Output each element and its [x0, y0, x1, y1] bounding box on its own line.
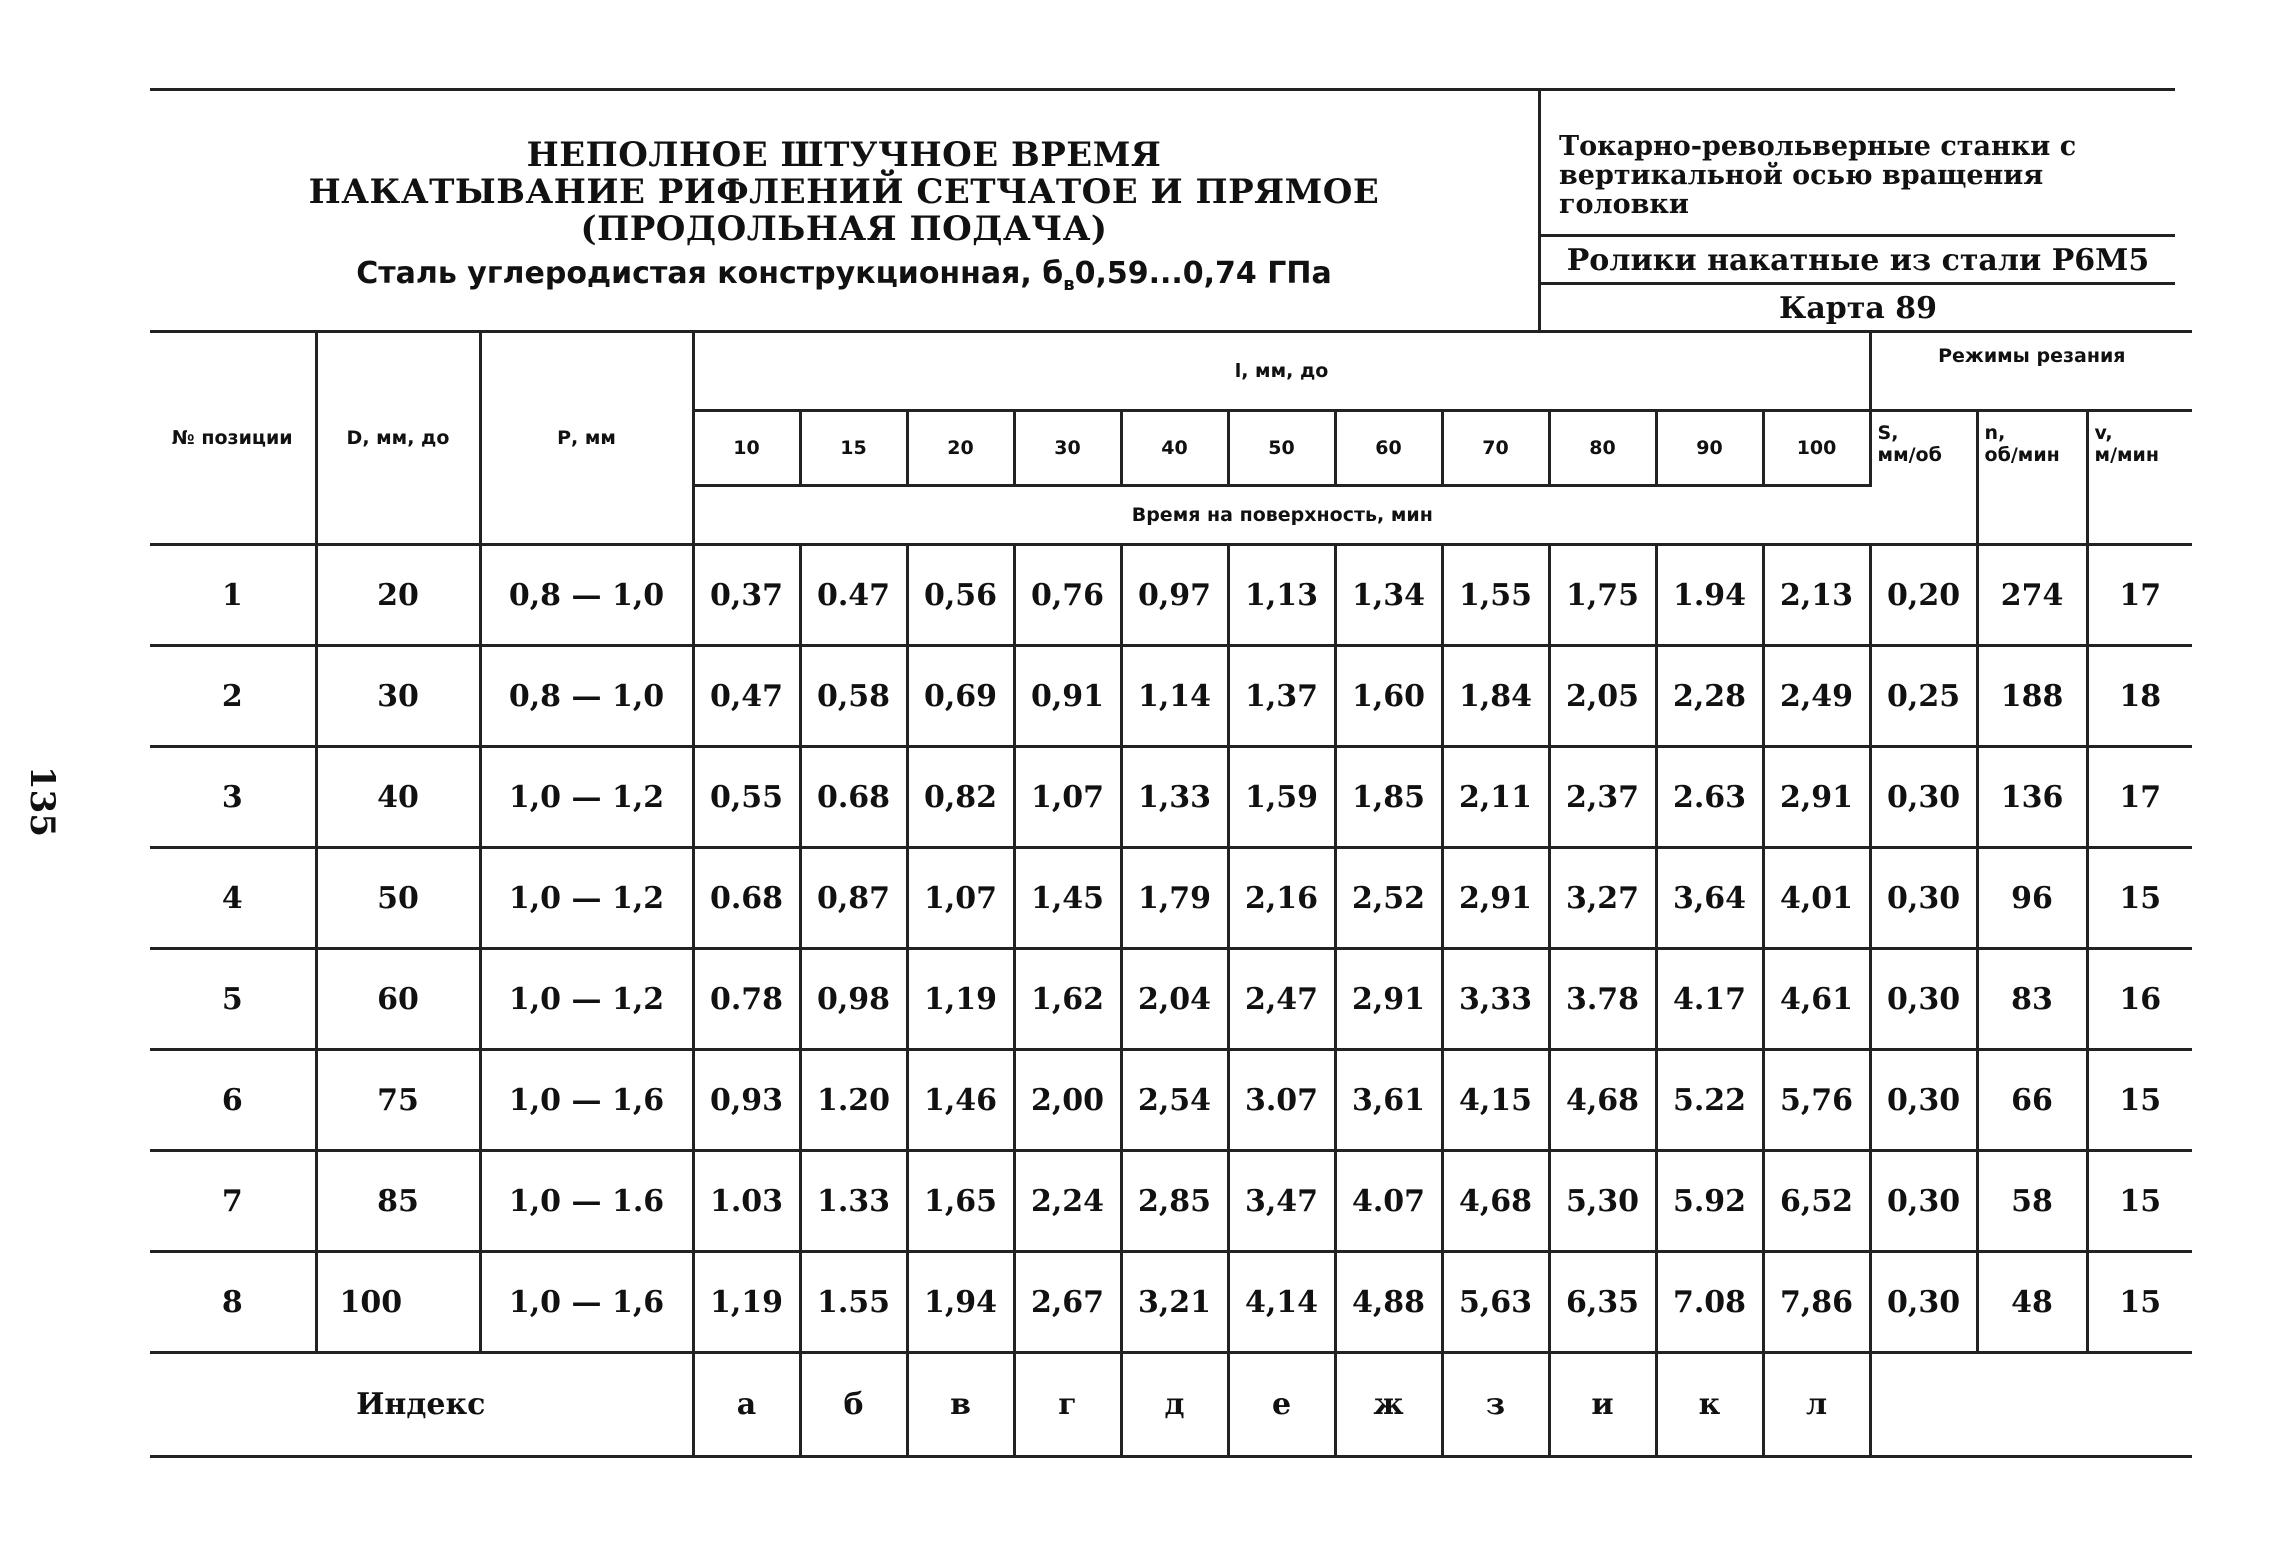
cell-time: 2,16 [1228, 848, 1335, 949]
table-row [150, 646, 2192, 747]
cell-feed: 0,30 [1870, 747, 1977, 848]
cell-time: 3.07 [1228, 1050, 1335, 1151]
table-row [150, 747, 2192, 848]
material-suffix: 0,59...0,74 ГПа [1074, 256, 1332, 291]
cell-time: 1.55 [800, 1252, 907, 1353]
cell-time: 4,68 [1549, 1050, 1656, 1151]
cell-time: 4.07 [1335, 1151, 1442, 1252]
index-label: Индекс [150, 1353, 693, 1457]
header-diameter: D, мм, до [316, 332, 480, 545]
table-row [150, 1252, 2192, 1353]
cell-time: 2,91 [1335, 949, 1442, 1050]
cell-time: 1,60 [1335, 646, 1442, 747]
cell-time: 4.17 [1656, 949, 1763, 1050]
cell-time: 0,98 [800, 949, 907, 1050]
cell-time: 1,85 [1335, 747, 1442, 848]
index-letter: г [1014, 1353, 1121, 1457]
cell-time: 1,45 [1014, 848, 1121, 949]
title-line: (ПРОДОЛЬНАЯ ПОДАЧА) [580, 209, 1108, 249]
table-row [150, 848, 2192, 949]
cell-feed: 0,20 [1870, 545, 1977, 646]
length-value: 50 [1228, 411, 1335, 486]
cell-time: 1,59 [1228, 747, 1335, 848]
index-letter: з [1442, 1353, 1549, 1457]
machine-line: Токарно-револьверные станки с [1559, 131, 2077, 162]
cell-time: 2,00 [1014, 1050, 1121, 1151]
machine-type [1541, 91, 2175, 237]
index-blank [1870, 1353, 2192, 1457]
cell-position: 6 [150, 1050, 316, 1151]
tool-type: Ролики накатные из стали Р6М5 [1541, 237, 2175, 285]
cell-time: 0.47 [800, 545, 907, 646]
index-letter: б [800, 1353, 907, 1457]
cell-time: 0.68 [800, 747, 907, 848]
cell-time: 1,19 [693, 1252, 800, 1353]
length-value: 100 [1763, 411, 1870, 486]
document-header [150, 88, 2175, 333]
cell-time: 1,19 [907, 949, 1014, 1050]
cell-diameter: 85 [316, 1151, 480, 1252]
info-block [1541, 91, 2175, 333]
length-value: 90 [1656, 411, 1763, 486]
cell-time: 0.68 [693, 848, 800, 949]
cell-speed: 15 [2087, 1252, 2192, 1353]
cell-time: 2,52 [1335, 848, 1442, 949]
speed-symbol: v, [2094, 422, 2113, 444]
cell-time: 4,61 [1763, 949, 1870, 1050]
cell-time: 2,05 [1549, 646, 1656, 747]
cell-feed: 0,30 [1870, 1252, 1977, 1353]
cell-pitch: 0,8 — 1,0 [480, 545, 693, 646]
cell-time: 1,37 [1228, 646, 1335, 747]
document-title [150, 137, 1538, 248]
cell-rpm: 274 [1977, 545, 2087, 646]
cell-diameter: 40 [316, 747, 480, 848]
rpm-unit: об/мин [1984, 444, 2060, 466]
index-letter: д [1121, 1353, 1228, 1457]
cell-diameter: 60 [316, 949, 480, 1050]
length-value: 60 [1335, 411, 1442, 486]
cell-position: 2 [150, 646, 316, 747]
cell-time: 3,33 [1442, 949, 1549, 1050]
cell-position: 4 [150, 848, 316, 949]
cell-position: 8 [150, 1252, 316, 1353]
cell-time: 1,07 [1014, 747, 1121, 848]
cell-time: 0,55 [693, 747, 800, 848]
cell-pitch: 1,0 — 1.6 [480, 1151, 693, 1252]
cell-time: 5,76 [1763, 1050, 1870, 1151]
cell-rpm: 96 [1977, 848, 2087, 949]
feed-symbol: S, [1877, 422, 1899, 444]
cell-time: 0,93 [693, 1050, 800, 1151]
cell-time: 2.63 [1656, 747, 1763, 848]
cell-time: 4,15 [1442, 1050, 1549, 1151]
index-letter: и [1549, 1353, 1656, 1457]
cell-diameter: 50 [316, 848, 480, 949]
index-letter: к [1656, 1353, 1763, 1457]
index-letter: е [1228, 1353, 1335, 1457]
cell-rpm: 58 [1977, 1151, 2087, 1252]
cell-time: 2,28 [1656, 646, 1763, 747]
machine-line: вертикальной осью вращения головки [1559, 160, 2044, 220]
cell-feed: 0,30 [1870, 1050, 1977, 1151]
cell-time: 1,14 [1121, 646, 1228, 747]
cell-time: 2,49 [1763, 646, 1870, 747]
header-cutting-speed [2087, 411, 2192, 545]
cell-rpm: 188 [1977, 646, 2087, 747]
cell-position: 1 [150, 545, 316, 646]
header-position: № позиции [150, 332, 316, 545]
table-row [150, 949, 2192, 1050]
cell-rpm: 136 [1977, 747, 2087, 848]
header-time-on-surface: Время на поверхность, мин [1131, 504, 1433, 526]
cell-time: 0,76 [1014, 545, 1121, 646]
cell-pitch: 1,0 — 1,2 [480, 747, 693, 848]
cell-rpm: 66 [1977, 1050, 2087, 1151]
cell-time: 5,63 [1442, 1252, 1549, 1353]
cell-time: 3,64 [1656, 848, 1763, 949]
length-value: 10 [693, 411, 800, 486]
cell-time: 0,58 [800, 646, 907, 747]
cell-rpm: 83 [1977, 949, 2087, 1050]
cell-time: 5.92 [1656, 1151, 1763, 1252]
cell-time: 2,47 [1228, 949, 1335, 1050]
time-table [150, 330, 2192, 1458]
length-value: 15 [800, 411, 907, 486]
cell-time: 2,04 [1121, 949, 1228, 1050]
cell-feed: 0,25 [1870, 646, 1977, 747]
cell-time: 1,94 [907, 1252, 1014, 1353]
cell-time: 2,11 [1442, 747, 1549, 848]
cell-time: 7,86 [1763, 1252, 1870, 1353]
cell-position: 7 [150, 1151, 316, 1252]
cell-time: 5.22 [1656, 1050, 1763, 1151]
index-letter: ж [1335, 1353, 1442, 1457]
cell-time: 2,13 [1763, 545, 1870, 646]
cell-time: 1.94 [1656, 545, 1763, 646]
cell-time: 0,37 [693, 545, 800, 646]
header-speed-rpm [1977, 411, 2087, 545]
cell-time: 0,82 [907, 747, 1014, 848]
index-letter: л [1763, 1353, 1870, 1457]
cell-time: 1,65 [907, 1151, 1014, 1252]
cell-diameter: 75 [316, 1050, 480, 1151]
cell-time: 2,54 [1121, 1050, 1228, 1151]
cell-pitch: 1,0 — 1,6 [480, 1050, 693, 1151]
length-value: 40 [1121, 411, 1228, 486]
cell-rpm: 48 [1977, 1252, 2087, 1353]
cell-time: 3.78 [1549, 949, 1656, 1050]
header-pitch: Р, мм [480, 332, 693, 545]
header-feed [1870, 411, 1977, 545]
cell-time: 0,97 [1121, 545, 1228, 646]
title-line: НАКАТЫВАНИЕ РИФЛЕНИЙ СЕТЧАТОЕ И ПРЯМОЕ [308, 172, 1380, 212]
cell-time: 1,46 [907, 1050, 1014, 1151]
title-block [150, 91, 1541, 333]
cell-pitch: 0,8 — 1,0 [480, 646, 693, 747]
page-number: 135 [22, 766, 62, 837]
cell-time: 5,30 [1549, 1151, 1656, 1252]
cell-time: 1,79 [1121, 848, 1228, 949]
cell-speed: 18 [2087, 646, 2192, 747]
index-letter: а [693, 1353, 800, 1457]
cell-diameter: 30 [316, 646, 480, 747]
cell-feed: 0,30 [1870, 848, 1977, 949]
cell-time: 1,75 [1549, 545, 1656, 646]
rpm-symbol: n, [1984, 422, 2006, 444]
cell-time: 3,21 [1121, 1252, 1228, 1353]
cell-time: 1,34 [1335, 545, 1442, 646]
cell-speed: 15 [2087, 1151, 2192, 1252]
cell-time: 4,14 [1228, 1252, 1335, 1353]
cell-pitch: 1,0 — 1,2 [480, 949, 693, 1050]
cell-time: 1,62 [1014, 949, 1121, 1050]
cell-time: 1,55 [1442, 545, 1549, 646]
index-row [150, 1353, 2192, 1457]
card-number: Карта 89 [1779, 291, 1937, 326]
cell-time: 4,88 [1335, 1252, 1442, 1353]
cell-time: 2,91 [1442, 848, 1549, 949]
length-value: 30 [1014, 411, 1121, 486]
material-spec [150, 256, 1538, 295]
cell-speed: 16 [2087, 949, 2192, 1050]
length-value: 70 [1442, 411, 1549, 486]
header-length: l, мм, до [693, 332, 1870, 411]
cell-diameter: 20 [316, 545, 480, 646]
length-value: 20 [907, 411, 1014, 486]
cell-time: 4,68 [1442, 1151, 1549, 1252]
cell-pitch: 1,0 — 1,6 [480, 1252, 693, 1353]
cell-time: 7.08 [1656, 1252, 1763, 1353]
cell-time: 6,35 [1549, 1252, 1656, 1353]
cell-speed: 17 [2087, 747, 2192, 848]
speed-unit: м/мин [2094, 444, 2159, 466]
feed-unit: мм/об [1877, 444, 1942, 466]
material-prefix: Сталь углеродистая конструкционная, б [356, 256, 1064, 291]
cell-time: 1,13 [1228, 545, 1335, 646]
cell-position: 3 [150, 747, 316, 848]
cell-time: 2,85 [1121, 1151, 1228, 1252]
cell-feed: 0,30 [1870, 1151, 1977, 1252]
length-value: 80 [1549, 411, 1656, 486]
index-letter: в [907, 1353, 1014, 1457]
table-row [150, 1050, 2192, 1151]
cell-time: 0,47 [693, 646, 800, 747]
table-row [150, 545, 2192, 646]
title-line: НЕПОЛНОЕ ШТУЧНОЕ ВРЕМЯ [526, 135, 1162, 175]
cell-speed: 17 [2087, 545, 2192, 646]
cell-speed: 15 [2087, 1050, 2192, 1151]
cell-time: 0,87 [800, 848, 907, 949]
cell-time: 3,61 [1335, 1050, 1442, 1151]
cell-time: 3,47 [1228, 1151, 1335, 1252]
cell-time: 0,69 [907, 646, 1014, 747]
cell-time: 1,07 [907, 848, 1014, 949]
header-cutting-modes: Режимы резания [1870, 332, 2192, 411]
cell-time: 4,01 [1763, 848, 1870, 949]
cell-time: 1.03 [693, 1151, 800, 1252]
cell-feed: 0,30 [1870, 949, 1977, 1050]
cell-time: 6,52 [1763, 1151, 1870, 1252]
cell-diameter: 100 [316, 1252, 480, 1353]
cell-time: 1,33 [1121, 747, 1228, 848]
material-sub: в [1063, 274, 1075, 295]
cell-position: 5 [150, 949, 316, 1050]
cell-time: 2,24 [1014, 1151, 1121, 1252]
cell-time: 2,37 [1549, 747, 1656, 848]
cell-pitch: 1,0 — 1,2 [480, 848, 693, 949]
cell-time: 1.33 [800, 1151, 907, 1252]
cell-time: 0,91 [1014, 646, 1121, 747]
cell-speed: 15 [2087, 848, 2192, 949]
cell-time: 2,67 [1014, 1252, 1121, 1353]
cell-time: 2,91 [1763, 747, 1870, 848]
cell-time: 3,27 [1549, 848, 1656, 949]
cell-time: 0,56 [907, 545, 1014, 646]
cell-time: 1,84 [1442, 646, 1549, 747]
table-row [150, 1151, 2192, 1252]
cell-time: 1.20 [800, 1050, 907, 1151]
cell-time: 0.78 [693, 949, 800, 1050]
